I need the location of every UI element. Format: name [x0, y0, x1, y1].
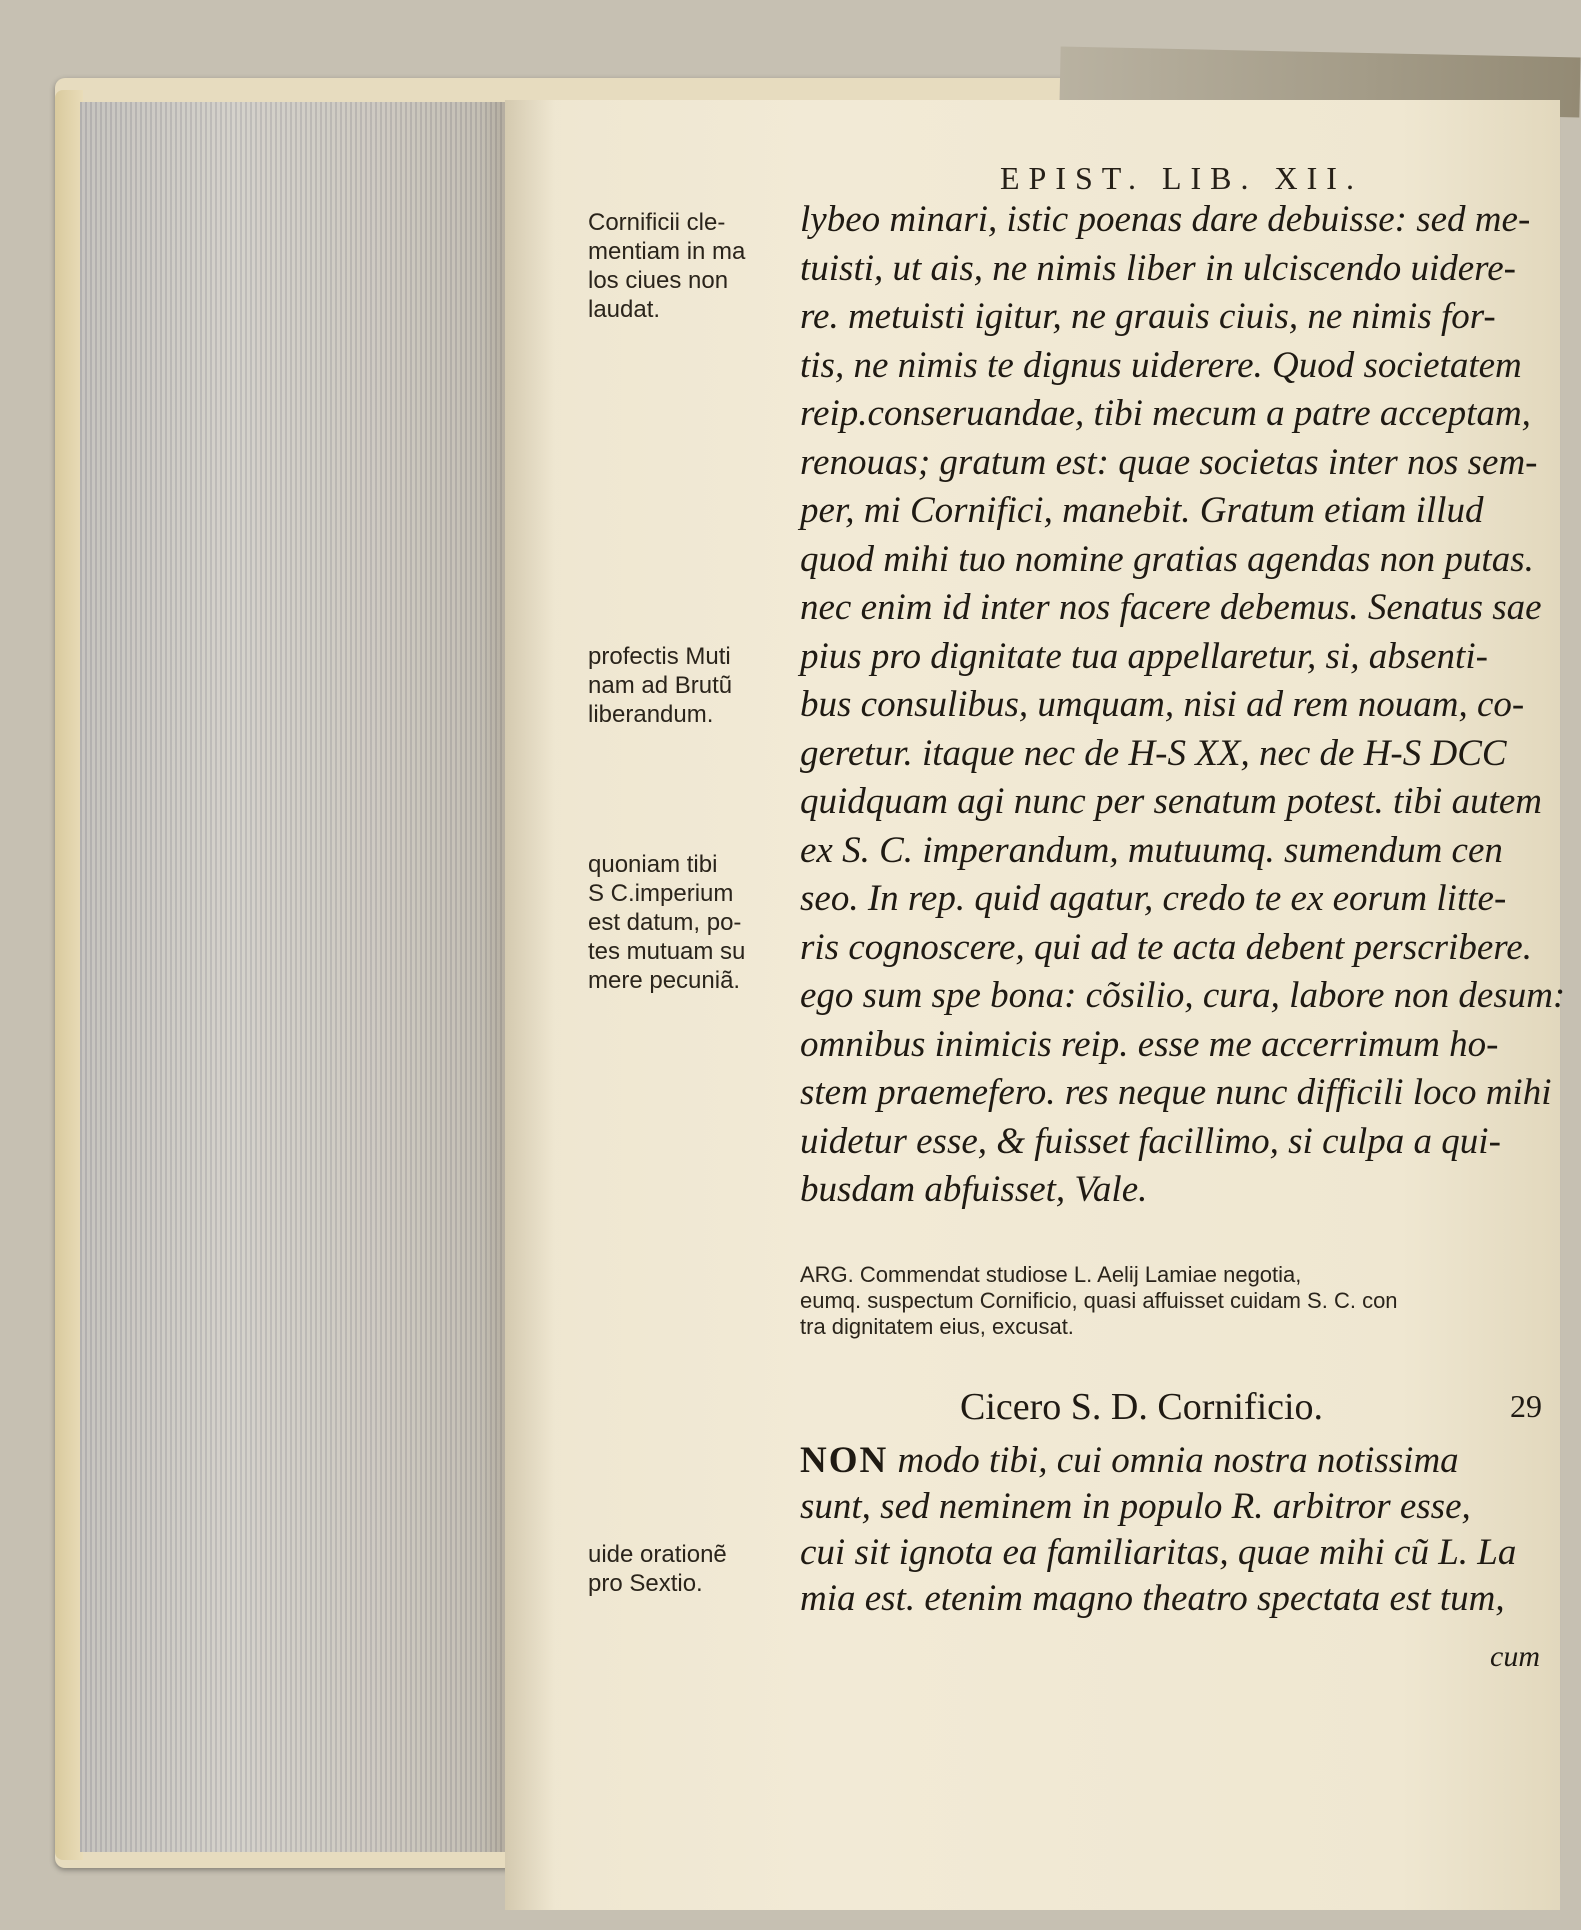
margin-note-3: quoniam tibi S C.imperium est datum, po- tes mutuam su mere pecuniã. [588, 851, 746, 994]
book-spine [55, 90, 83, 1860]
text-line: sunt, sed neminem in populo R. arbitror esse, [800, 1486, 1471, 1527]
margin-note-4: uide orationẽ pro Sextio. [588, 1541, 727, 1597]
text-line: uidetur esse, & fuisset facillimo, si culpa a qui- [800, 1120, 1501, 1162]
argument-summary: ARG. Commendat studiose L. Aelij Lamiae negotia, eumq. suspectum Cornificio, quasi affuisset cuidam S. C. con tra dignitatem eius, excusat. [800, 1262, 1398, 1339]
text-line: tuisti, ut ais, ne nimis liber in ulciscendo uidere- [800, 247, 1516, 289]
text-line: seo. In rep. quid agatur, credo te ex eorum litte- [800, 878, 1507, 919]
margin-note-1: Cornificii cle- mentiam in ma los ciues non laudat. [588, 209, 746, 323]
text-line: bus consulibus, umquam, nisi ad rem nouam, co- [800, 684, 1525, 725]
letter-number: 29 [1510, 1388, 1542, 1424]
page-block-fore-edge [80, 102, 523, 1852]
text-line: renouas; gratum est: quae societas inter nos sem- [800, 441, 1538, 483]
text-line: quidquam agi nunc per senatum potest. tibi autem [800, 781, 1542, 822]
letter-text: NON modo tibi, cui omnia nostra notissima sunt, sed neminem in populo R. arbitror esse, cui sit ignota ea familiaritas, quae mihi cũ L. La mia est. etenim magno theatro spectata est tum, [800, 1438, 1560, 1622]
text-line: cui sit ignota ea familiaritas, quae mihi cũ L. La [800, 1532, 1517, 1573]
text-line: ex S. C. imperandum, mutuumq. sumendum cen [800, 829, 1503, 871]
text-line: geretur. itaque nec de H-S XX, nec de H-S DCC [800, 732, 1507, 774]
text-line: ego sum spe bona: cõsilio, cura, labore non desum: [800, 975, 1566, 1016]
text-line: pius pro dignitate tua appellaretur, si, absenti- [800, 635, 1488, 677]
text-line: nec enim id inter nos facere debemus. Senatus sae [800, 587, 1542, 628]
text-line: ris cognoscere, qui ad te acta debent perscribere. [800, 926, 1532, 968]
letter-opening: NON [800, 1440, 889, 1481]
main-text [800, 196, 1566, 1215]
margin-note-2: profectis Muti nam ad Brutũ liberandum. [588, 643, 733, 728]
text-line: stem praemefero. res neque nunc difficili loco mihi [800, 1072, 1552, 1113]
text-line: lybeo minari, istic poenas dare debuisse: sed me- [800, 199, 1531, 240]
text-line: quod mihi tuo nomine gratias agendas non putas. [800, 538, 1534, 580]
text-line: per, mi Cornifici, manebit. Gratum etiam illud [800, 490, 1484, 531]
catchword: cum [1490, 1640, 1540, 1673]
text-line: reip.conseruandae, tibi mecum a patre acceptam, [800, 393, 1531, 434]
text-line: re. metuisti igitur, ne grauis ciuis, ne nimis for- [800, 296, 1496, 337]
text-line: tis, ne nimis te dignus uiderere. Quod societatem [800, 344, 1522, 386]
text-line: omnibus inimicis reip. esse me accerrimum ho- [800, 1023, 1499, 1065]
letter-heading: Cicero S. D. Cornificio. [960, 1386, 1324, 1428]
text-line: mia est. etenim magno theatro spectata est tum, [800, 1578, 1505, 1619]
text-line: busdam abfuisset, Vale. [800, 1169, 1148, 1210]
running-title: EPIST. LIB. XII. [1000, 160, 1363, 196]
